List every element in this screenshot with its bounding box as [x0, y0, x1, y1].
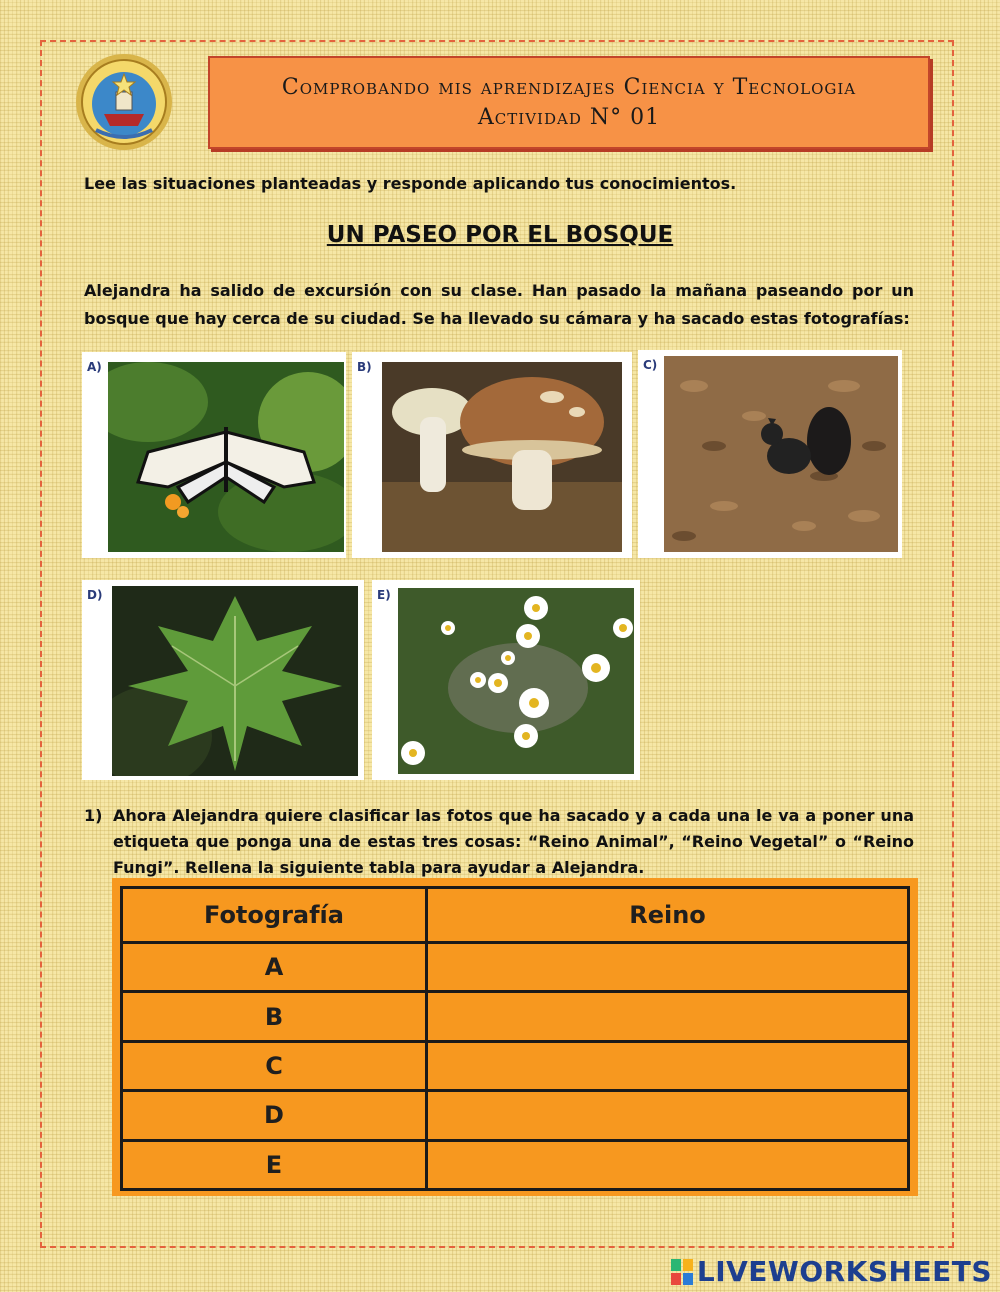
- photo-letter-e: E): [377, 588, 391, 602]
- question-text: Ahora Alejandra quiere clasificar las fotos que ha sacado y a cada una le va a poner una etiqueta que ponga una de estas tres cosas: “Reino Animal”, “Reino Vegetal” o “Reino Fungi”. Rellena la siguiente tabla para ayudar a Alejandra.: [113, 806, 914, 877]
- section-title: UN PASEO POR EL BOSQUE: [326, 222, 674, 248]
- table-header-row: [122, 888, 909, 943]
- row-c-reino-input[interactable]: [427, 1041, 909, 1090]
- header-reino: Reino: [427, 888, 909, 943]
- squirrel-photo: [664, 356, 898, 552]
- leaf-photo: [112, 586, 358, 776]
- row-e-reino-input[interactable]: [427, 1140, 909, 1189]
- table-row: [122, 992, 909, 1041]
- photo-card-a: [82, 352, 346, 558]
- row-b-photo: B: [122, 992, 427, 1041]
- worksheet-title-box: [208, 56, 930, 149]
- row-a-reino-input[interactable]: [427, 943, 909, 992]
- liveworksheets-icon: [671, 1259, 693, 1285]
- instructions-text: Lee las situaciones planteadas y responde aplicando tus conocimientos.: [84, 174, 737, 193]
- classification-table: [120, 886, 910, 1191]
- classification-table-wrap: [112, 878, 918, 1196]
- photo-card-b: [352, 352, 632, 558]
- row-d-reino-input[interactable]: [427, 1091, 909, 1140]
- liveworksheets-text: LIVEWORKSHEETS: [696, 1255, 992, 1288]
- photo-card-d: [82, 580, 364, 780]
- table-row: [122, 1041, 909, 1090]
- daisies-photo: [398, 588, 634, 774]
- row-d-photo: D: [122, 1091, 427, 1140]
- worksheet-title: Comprobando mis aprendizajes Ciencia y Tecnologia: [281, 74, 857, 100]
- row-b-reino-input[interactable]: [427, 992, 909, 1041]
- header-fotografia: Fotografía: [122, 888, 427, 943]
- liveworksheets-brand[interactable]: [671, 1255, 992, 1288]
- photo-letter-a: A): [87, 360, 102, 374]
- school-crest-logo: [74, 52, 174, 152]
- table-row: [122, 1140, 909, 1189]
- photo-card-c: [638, 350, 902, 558]
- photo-card-e: [372, 580, 640, 780]
- table-row: [122, 1091, 909, 1140]
- activity-number: Actividad N° 01: [477, 104, 661, 130]
- intro-paragraph: Alejandra ha salido de excursión con su clase. Han pasado la mañana paseando por un bosque que hay cerca de su ciudad. Se ha llevado su cámara y ha sacado estas fotografías:: [84, 281, 914, 328]
- question-number: 1): [84, 806, 103, 825]
- row-e-photo: E: [122, 1140, 427, 1189]
- butterfly-photo: [108, 362, 344, 552]
- row-a-photo: A: [122, 943, 427, 992]
- photo-letter-b: B): [357, 360, 372, 374]
- table-row: [122, 943, 909, 992]
- mushrooms-photo: [382, 362, 622, 552]
- row-c-photo: C: [122, 1041, 427, 1090]
- photo-letter-c: C): [643, 358, 658, 372]
- question-1: [84, 803, 914, 881]
- photo-letter-d: D): [87, 588, 103, 602]
